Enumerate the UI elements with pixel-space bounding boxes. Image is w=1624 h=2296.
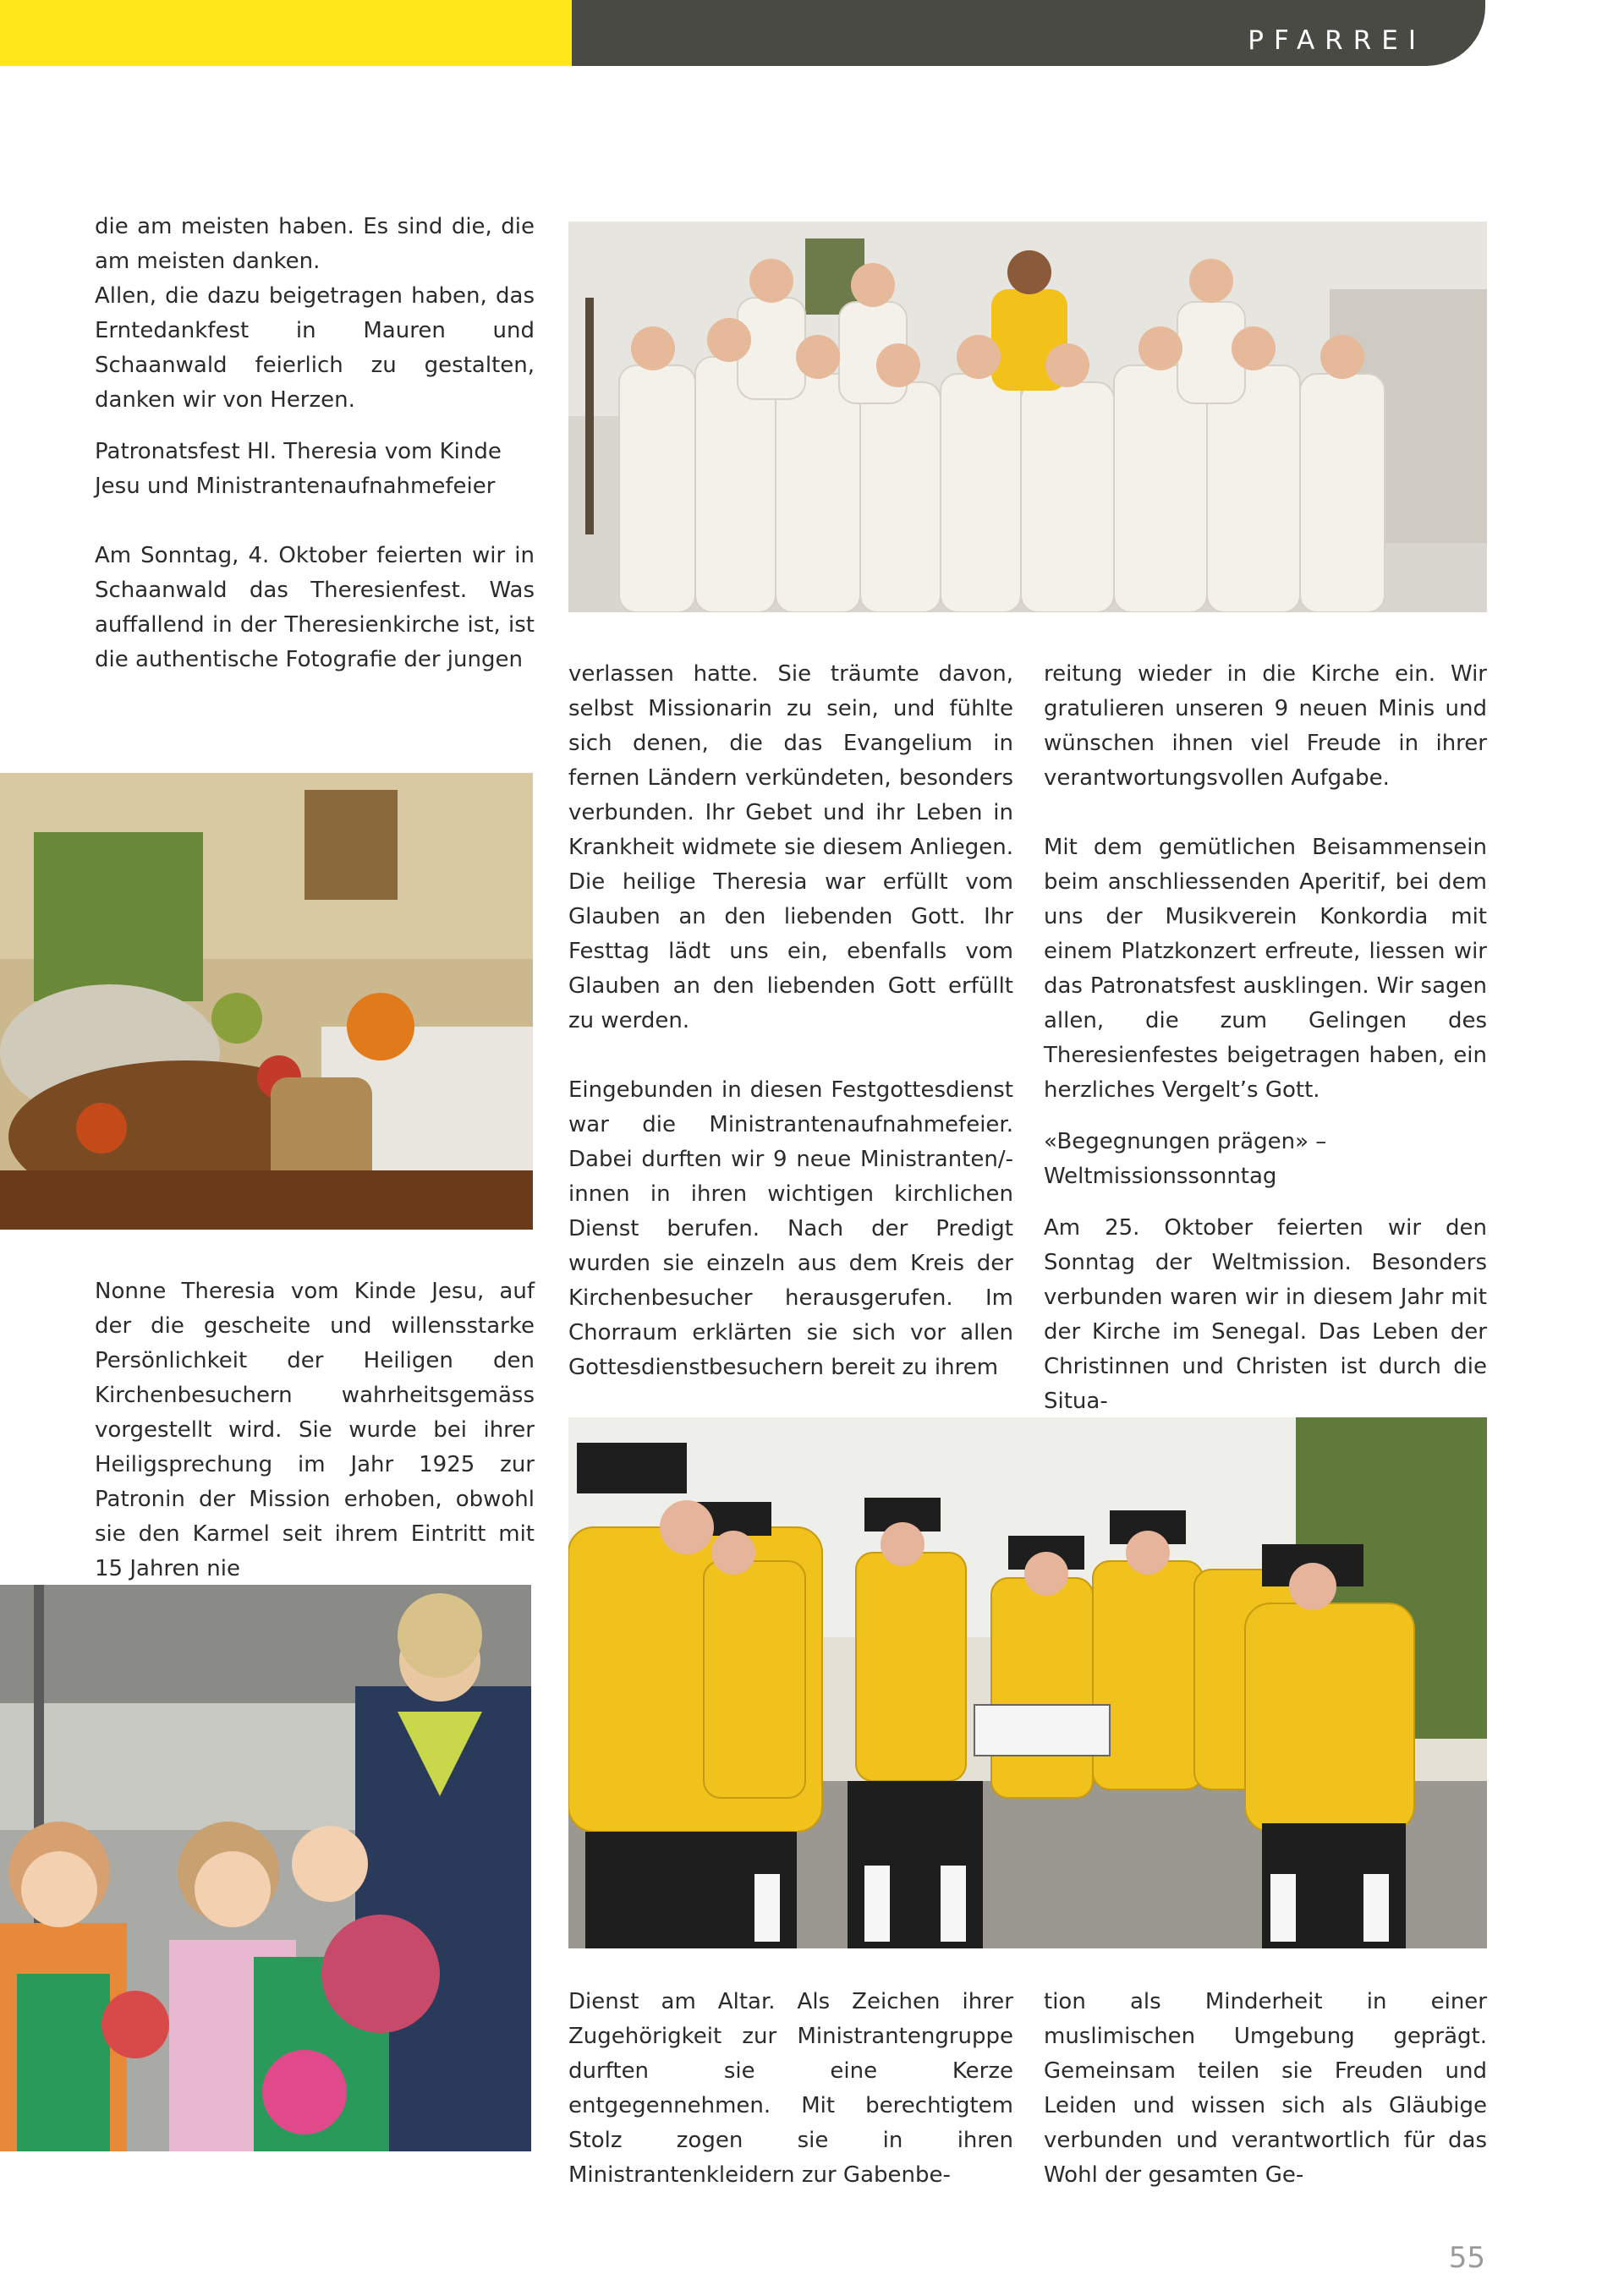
right-column-lower	[1044, 1985, 1487, 2193]
paragraph: Allen, die dazu beigetragen haben, das Erntedankfest in Mauren und Schaanwald feierlich zu gestalten, danken wir von Herzen.	[95, 283, 535, 413]
header-bar	[572, 0, 1485, 66]
photo-harvest-altar	[0, 773, 533, 1230]
left-column-intro	[95, 210, 535, 677]
paragraph: tion als Minderheit in einer muslimischen Umgebung geprägt. Gemeinsam teilen sie Freuden und Leiden und wissen sich als Gläubige verbunden und verantwortlich für das Wohl der gesamten Ge-	[1044, 1989, 1487, 2188]
photo-altar-servers	[568, 222, 1487, 612]
paragraph: Dienst am Altar. Als Zeichen ihrer Zugehörigkeit zur Ministrantengruppe durften sie eine Kerze entgegennehmen. Mit berechtigtem Stolz zogen sie in ihren Ministrantenkleidern zur Gabenbe-	[568, 1989, 1013, 2188]
paragraph: reitung wieder in die Kirche ein. Wir gratulieren unseren 9 neuen Minis und wünschen ihnen viel Freude in ihrer verantwortungsvollen Aufgabe.	[1044, 661, 1487, 791]
photo-music-band	[568, 1417, 1487, 1948]
paragraph: Am Sonntag, 4. Oktober feierten wir in Schaanwald das Theresienfest. Was auffallend in der Theresienkirche ist, ist die authentische Fotografie der jungen	[95, 543, 535, 672]
right-column-upper	[1044, 657, 1487, 1419]
section-heading-weltmission: «Begegnungen prägen» – Weltmissionssonntag	[1044, 1129, 1327, 1189]
header-accent-bar	[0, 0, 572, 66]
paragraph: verlassen hatte. Sie träumte davon, selbst Missionarin zu sein, und fühlte sich denen, die das Evangelium in fernen Ländern verkündeten, besonders verbunden. Ihr Gebet und ihr Leben in Krankheit widmete sie diesem Anliegen. Die heilige Theresia war erfüllt vom Glauben an den liebenden Gott. Ihr Festtag lädt uns ein, ebenfalls vom Glauben an den liebenden Gott erfüllt zu werden.	[568, 661, 1013, 1033]
paragraph: Eingebunden in diesen Festgottesdienst war die Ministrantenaufnahmefeier. Dabei durften wir 9 neue Ministranten/-innen in ihren wichtigen kirchlichen Dienst berufen. Nach der Predigt wurden sie einzeln aus dem Kreis der Kirchenbesucher herausgerufen. Im Chorraum erklärten sie sich vor allen Gottesdienstbesuchern bereit zu ihrem	[568, 1077, 1013, 1380]
page-number: 55	[1448, 2241, 1485, 2275]
photo-children-flowers	[0, 1585, 531, 2151]
left-column-lower	[95, 1274, 535, 1586]
middle-column-upper	[568, 657, 1013, 1385]
paragraph: Nonne Theresia vom Kinde Jesu, auf der die gescheite und willensstarke Persönlichkeit der Heiligen den Kirchenbesuchern wahrheitsgemäss vorgestellt wird. Sie wurde bei ihrer Heiligsprechung im Jahr 1925 zur Patronin der Mission erhoben, obwohl sie den Karmel seit ihrem Eintritt mit 15 Jahren nie	[95, 1279, 535, 1581]
paragraph: Mit dem gemütlichen Beisammensein beim anschliessenden Aperitif, bei dem uns der Musikverein Konkordia mit einem Platzkonzert erfreute, liessen wir das Patronatsfest ausklingen. Wir sagen allen, die zum Gelingen des Theresienfestes beigetragen haben, ein herzliches Vergelt’s Gott.	[1044, 835, 1487, 1103]
section-label: PFARREI	[1248, 25, 1426, 56]
paragraph: die am meisten haben. Es sind die, die am meisten danken.	[95, 214, 535, 274]
paragraph: Am 25. Oktober feierten wir den Sonntag der Weltmission. Besonders verbunden waren wir in diesem Jahr mit der Kirche im Senegal. Das Leben der Christinnen und Christen ist durch die Situa-	[1044, 1215, 1487, 1414]
section-heading-patronatsfest: Patronatsfest Hl. Theresia vom Kinde Jesu und Ministrantenaufnahmefeier	[95, 439, 502, 499]
middle-column-lower	[568, 1985, 1013, 2193]
